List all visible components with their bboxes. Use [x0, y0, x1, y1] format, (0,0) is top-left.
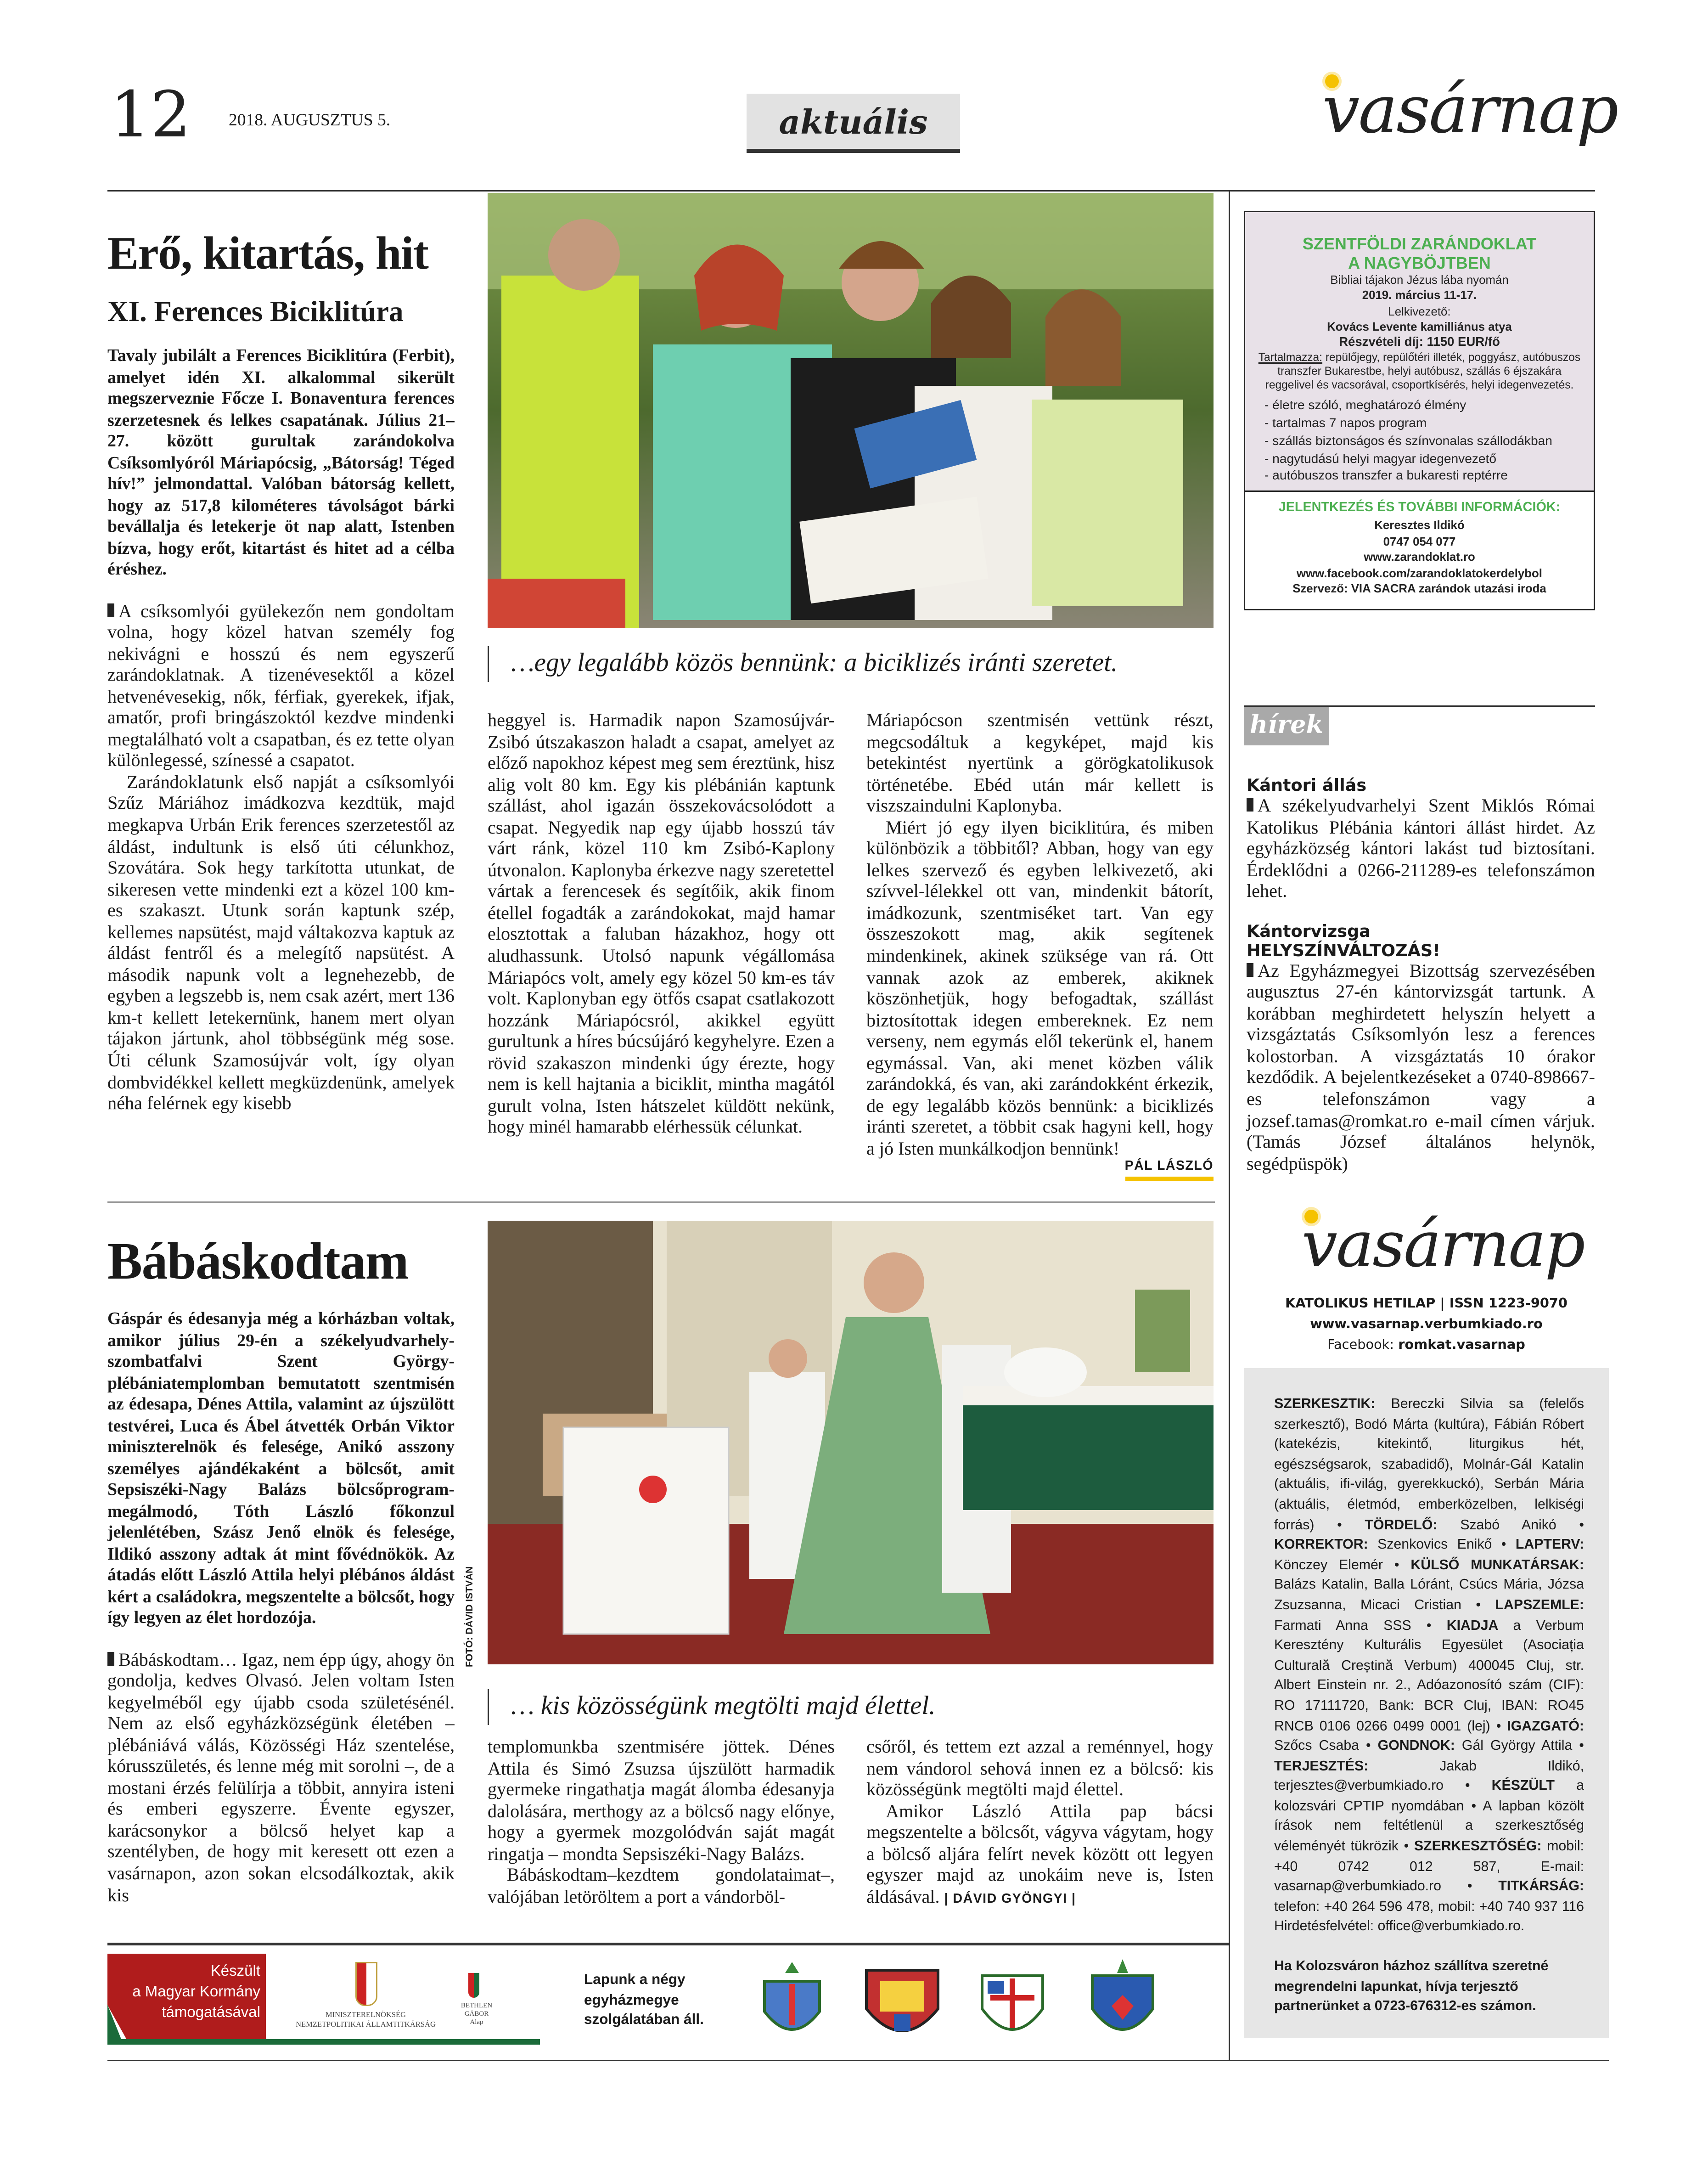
article-lead: Gáspár és édesanyja még a kórházban voltak, amikor július 29-én a székelyudvarhely-szombatfalvi Szent György-plébániatemplomban bemutatott szentmisén az édesapa, Dénes Attila, valamint az újszülött testvérei, Luca és Ábel átvették Orbán Viktor miniszterelnök és felesége, Anikó asszony személyes ajándékaként a bölcsőt, amit Sepsiszéki-Nagy Balázs bölcsőprogram-megálmodó, Tóth László főkonzul jelenlétében, Szász Jenő elnök és felesége, Ildikó asszony adtak át mint fővédnökök. Az átadás előtt László Attila helyi plébános áldást kért a családokra, megszentelte a bölcsőt, hogy így legyen az élet hordozója.	[107, 1309, 455, 1627]
imprint-value: Balázs Katalin, Balla Lóránt, Csúcs Mária, Józsa Zsuzsanna, Micaci Cristian •	[1274, 1578, 1584, 1613]
cyclists-photo	[488, 193, 1214, 628]
website-link[interactable]: www.vasarnap.verbumkiado.ro	[1310, 1317, 1543, 1332]
photo-caption: … kis közösségünk megtölti majd élettel.	[488, 1689, 936, 1725]
news-section-tab: hírek	[1244, 707, 1329, 745]
diocese-coat-of-arms-icon	[764, 1962, 820, 2029]
imprint-text	[1274, 1396, 1584, 1939]
paragraph-marker	[1247, 963, 1253, 976]
imprint-label: TÖRDELŐ:	[1365, 1517, 1461, 1533]
author-byline: PÁL LÁSZLÓ	[1125, 1159, 1214, 1181]
diocese-coat-of-arms-icon	[866, 1970, 938, 2031]
imprint-label: SZERKESZTIK:	[1274, 1397, 1391, 1412]
article-lead: Tavaly jubilált a Ferences Biciklitúra (Ferbit), amelyet idén XI. alkalommal sikerült megszerveznie Főcze I. Bonaventura ferences szerzetesnek és lelkes csapatának. Július 21–27. között gurultak zarándokolva Csíksomlyóról Máriapócsig, „Bátorság! Téged hív!” jelmondattal. Valóban bátorság kellett, hogy az 517,8 kilométeres távolságot bárki bevállalja és letekerje öt nap alatt, Istenben bízva, hogy erőt, kitartást és hitet ad a célba éréshez.	[107, 346, 455, 579]
article-lead-and-column	[107, 346, 455, 1184]
church-cradle-photo	[488, 1221, 1214, 1664]
imprint-value: Szenkovics Enikő •	[1377, 1538, 1516, 1553]
article-subtitle: XI. Ferences Biciklitúra	[107, 295, 404, 328]
imprint-label: KÜLSŐ MUNKATÁRSAK:	[1410, 1558, 1584, 1573]
article-title: Erő, kitartás, hit	[107, 229, 428, 280]
article-column: csőről, és tettem ezt azzal a reménnyel, hogy nem vándorol sehová innen ez a bölcső: kis közösségünk megtölti majd élettel. Amikor László Attila pap bácsi megszentelte a bölcsőt, vágyva vágytam, hogy a bölcső aljára felírt nevek között ott legyen egyszer majd az unokáim neve is, Isten áldásával. | DÁVID GYÖNGYI |	[866, 1736, 1214, 1907]
imprint-value: a kolozsvári CPTIP nyomdában • A lapban közölt írások nem feltétlenül a szerkesztőség véleményét tükrözik •	[1274, 1779, 1584, 1855]
imprint-label: KÉSZÜLT	[1491, 1779, 1577, 1794]
facebook-link[interactable]: romkat.vasarnap	[1398, 1338, 1525, 1353]
imprint-value: Gál György Attila •	[1461, 1739, 1584, 1754]
imprint-label: GONDNOK:	[1377, 1739, 1462, 1754]
imprint-label: SZERKESZTŐSÉG:	[1414, 1839, 1547, 1855]
diocese-coat-of-arms-icon	[982, 1976, 1043, 2029]
imprint-value: Szabó Anikó •	[1460, 1517, 1584, 1533]
imprint-value: Farmati Anna SSS •	[1274, 1618, 1447, 1634]
imprint-value: a Verbum Keresztény Kulturális Egyesület (Asociația Culturală Creștină Verbum) 400045 Cluj, str. Albert Einstein nr. 2., Adóazonosító szám (CIF): RO 17111720, Bank: BCR Cluj, IBAN: RO45 RNCB 0106 0266 0499 0001 (lej) •	[1274, 1618, 1584, 1734]
article-column: A csíksomlyói gyülekezőn nem gondoltam volna, hogy közel hatvan személy fog nekivágni e hosszú és nem egyszerű zarándoklatnak. A tizenévesektől a közel hetvenévesekig, nők, férfiak, gyerekek, ifjak, amatőr, profi bringászoktól kezdve mindenki megtalálható volt a csapatban, és ez tette olyan különlegessé, színessé a csapatot. Zarándoklatunk első napját a csíksomlyói Szűz Máriához imádkozva kezdtük, majd megkapva Urbán Erik ferences szerzetestől az áldást, indultunk is első úti célunkhoz, Szovátára. Sok hegy tarkította utunkat, de sikeresen vette mindenki ezt a közel 100 km-es szakaszt. Utunk során kaptunk szép, kellemes napsütést, majd váltakozva kaptuk az áldást fentről és a melegítő napsütést. A második napunk volt a legnehezebb, de egyben a legszebb is, nem csak azért, mert 136 km-t kellett letekernünk, hanem mert olyan tájakon jártunk, ahol többségünk még sose. Úti célunk Szamosújvár volt, így olyan dombvidékkel kellett megküzdenünk, amelyek néha felérnek egy kisebb	[107, 600, 455, 1114]
photo-caption: …egy legalább közös bennünk: a biciklizés iránti szeretet.	[488, 646, 1118, 682]
imprint-value: Bereczki Silvia sa (felelős szerkesztő), Bodó Márta (kultúra), Fábián Róbert (katekézis, kitekintő, liturgikus hét, egészségsarok, szabadidő), Molnár-Gál Katalin (aktuális, ifi-világ, gyerekkuckó), Serbán Mária (aktuális, életmód, emberközelben, lelkiségi forrás) •	[1274, 1397, 1584, 1533]
delivery-note: Ha Kolozsváron házhoz szállítva szeretné megrendelni lapunkat, hívja terjesztő partnerünket a 0723-676312-es számon.	[1274, 1959, 1549, 2015]
pilgrimage-advertisement: SZENTFÖLDI ZARÁNDOKLAT A NAGYBÖJTBEN Bibliai tájakon Jézus lába nyomán 2019. március 11-17. Lelkivezető: Kovács Levente kamilliánus atya Részvételi díj: 1150 EUR/fő Tartalmazza: repülőjegy, repülőtéri illeték, poggyász, autóbuszos transzfer Bukarestbe, helyi autóbusz, szállás 6 éjszakára reggelivel és vacsorával, csoportkísérés, helyi idegenvezetés. - életre szóló, meghatározó élmény - tartalmas 7 napos program - szállás biztonságos és színvonalas szállodákban - nagytudású helyi magyar idegenvezető - autóbuszos transzfer a bukaresti reptérre JELENTKEZÉS ÉS TOVÁBBI INFORMÁCIÓK: Keresztes Ildikó 0747 054 077 www.zarandoklat.ro www.facebook.com/zarandoklatokerdelybol Szervező: VIA SACRA zarándok utazási iroda	[1244, 211, 1595, 610]
article-column: templomunkba szentmisére jöttek. Dénes Attila és Simó Zsuzsa újszülött harmadik gyermeke ringathatja magát álomba édesanyja dalolására, merthogy az a bölcső nagy előnye, hogy a gyermek mozgolódván saját magát ringatja – mondta Sepsiszéki-Nagy Balázs. Bábáskodtam–kezdtem gondolataimat–, valójában letöröltem a port a vándorböl-	[488, 1736, 835, 1907]
government-support-banner: Készült a Magyar Kormány támogatásával MINISZTERELNÖKSÉG NEMZETPOLITIKAI ÁLLAMTITKÁRSÁG BETHLEN GÁBOR Alap	[107, 1954, 540, 2046]
imprint-label: KORREKTOR:	[1274, 1538, 1378, 1553]
divider	[107, 190, 1595, 192]
logo: vasárnap	[1322, 72, 1618, 149]
masthead-logo: vasárnap	[1302, 1207, 1584, 1281]
divider	[107, 1201, 1215, 1203]
article-column: heggyel is. Harmadik napon Szamosújvár-Zsibó útszakaszon haladt a csapat, amelyet az előző napokhoz képest meg sem éreztünk, hisz alig volt 80 km. Egy kis plébánián kaptunk szállást, ahol igazán összekovácsolódott a csapat. Negyedik nap egy újabb hosszú táv várt ránk, közel 110 km Zsibó-Kaplony útvonalon. Kaplonyba érkezve nagy szeretettel vártak a ferencesek és segítőik, akik finom étellel fogadták a zarándokokat, majd hamar elosztottak a faluban házakhoz, hogy ott aludhassunk. Utolsó napunk végállomása Máriapócs volt, amely egy közel 50 km-es táv volt. Kaplonyban egy ötfős csapat csatlakozott hozzánk Máriapócsról, akikkel együtt gurultunk a híres búcsújáró kegyhelyre. Ezen a rövid szakaszon mindenki úgy érezte, hogy nem is kell hajtania a biciklit, mintha magától gurult volna, Isten hátszelet küldött nekünk, hogy minél hamarabb elérhessük célunkat.	[488, 710, 835, 1138]
feature-list: - életre szóló, meghatározó élmény - tartalmas 7 napos program - szállás biztonságos és színvonalas szállodákban - nagytudású helyi magyar idegenvezető - autóbuszos transzfer a bukaresti reptérre	[1264, 397, 1552, 483]
photo-credit: FOTÓ: DÁVID ISTVÁN	[466, 1566, 475, 1667]
imprint-value: Könczey Elemér •	[1274, 1558, 1411, 1573]
imprint-label: IGAZGATÓ:	[1507, 1719, 1584, 1734]
imprint-box	[1244, 1368, 1609, 2037]
page-number: 12	[110, 77, 191, 152]
diocese-coats-of-arms	[751, 1954, 1191, 2053]
section-label: aktuális	[747, 94, 960, 153]
imprint-value: Szőcs Csaba •	[1274, 1739, 1378, 1754]
imprint-label: LAPTERV:	[1515, 1538, 1584, 1553]
news-item: Kántorvizsga HELYSZÍNVÁLTOZÁS! Az Egyházmegyei Bizottság szervezésében augusztus 27-én kántorvizsgát tartunk. A korábban meghirdetett helyszín helyett a vizsgáztatás Csíksomlyón lesz a ferences kolostorban. A vizsgáztatás 10 órakor kezdődik. A bejelentkezéseket a 0740-898667-es telefonszámon vagy a jozsef.tamas@romkat.ro e-mail címen várjuk. (Tamás József általános helynök, segédpüspök)	[1247, 921, 1595, 1173]
paragraph-marker	[1247, 798, 1253, 812]
divider	[1229, 190, 1230, 2060]
imprint-label: LAPSZEMLE:	[1495, 1598, 1584, 1613]
news-item: Kántori állás A székelyudvarhelyi Szent Miklós Római Katolikus Plébánia kántori állást hirdet. Az egyházközség kántori lakást tud biztosítani. Érdeklődni a 0266-211289-es telefonszámon lehet.	[1247, 776, 1595, 902]
article-title: Bábáskodtam	[107, 1233, 409, 1291]
website-link[interactable]: www.zarandoklat.ro	[1364, 550, 1475, 564]
diocese-coat-of-arms-icon	[1092, 1959, 1153, 2029]
imprint-label: TERJESZTÉS:	[1274, 1759, 1440, 1775]
imprint-value: Jakab Ildikó, terjesztes@verbumkiado.ro •	[1274, 1759, 1584, 1794]
bethlen-fund-emblem-icon	[468, 1973, 479, 1998]
paragraph-marker	[107, 603, 114, 617]
imprint-value: telefon: +40 264 596 478, mobil: +40 740 937 116 Hirdetésfelvétel: office@verbumkiado.ro.	[1274, 1899, 1584, 1935]
masthead-info: KATOLIKUS HETILAP | ISSN 1223-9070 www.vasarnap.verbumkiado.ro Facebook: romkat.vasarnap	[1244, 1294, 1609, 1356]
article-column: Bábáskodtam… Igaz, nem épp úgy, ahogy ön gondolja, kedves Olvasó. Jelen voltam Isten kegyelméből egy újabb csoda születésénél. Nem az első egyházközségünk életében – plébániává válás, Közösségi Ház szentelése, kórusszületés, és lenne még mit sorolni –, de a mostani érzés felülírja a többit, annyira isteni és emberi egyszerre. Évente egyszer, karácsonykor a bölcső helyet kap a szentélyben, de hogy mit keresett ott ezen a vasárnapon, azon sokan elcsodálkoztak, akik kis	[107, 1648, 455, 1905]
divider	[107, 1943, 1229, 1945]
imprint-value: mobil: +40 0742 012 587, E-mail: vasarnap@verbumkiado.ro •	[1274, 1839, 1584, 1895]
news-list	[1247, 776, 1595, 1194]
author-byline: | DÁVID GYÖNGYI |	[944, 1891, 1076, 1907]
article-lead-and-column	[107, 1309, 455, 1928]
issue-date: 2018. AUGUSZTUS 5.	[229, 110, 391, 130]
divider	[107, 2060, 1609, 2061]
imprint-label: TITKÁRSÁG:	[1498, 1879, 1584, 1895]
tagline: Lapunk a négy egyházmegye szolgálatában áll.	[584, 1972, 704, 2028]
imprint-label: KIADJA	[1446, 1618, 1513, 1634]
article-column: Máriapócson szentmisén vettünk részt, megcsodáltuk a kegyképet, majd kis betekintést nyertünk a görögkatolikusok történetébe. Ebéd után már kellett is viszszaindulni Kaplonyba. Miért jó egy ilyen biciklitúra, és miben különbözik a többitől? Abban, hogy van egy lelkes szervező és egyben lelkivezető, aki szívvel-lélekkel ott van, mindenkit bátorít, imádkozunk, szentmiséket tart. Van egy összeszokott mag, akik segítenek mindenkinek, akinek szüksége van rá. Ott vannak azok az emberek, akiknek köszönhetjük, hogy befogadtak, szállást biztosítottak idegen embereknek. Ez nem verseny, nem egymás elől tekerünk el, hanem egymással. Van, aki menet közben válik zarándokká, és van, aki zarándokként érkezik, de egy legalább közös bennünk: a biciklizés iránti szeretet, a többit csak hagyni kell, hogy a jó Isten munkálkodjon bennünk! PÁL LÁSZLÓ	[866, 710, 1214, 1195]
facebook-link[interactable]: www.facebook.com/zarandoklatokerdelybol	[1297, 565, 1542, 580]
hungarian-coat-of-arms-icon	[355, 1962, 377, 2006]
paragraph-marker	[107, 1651, 114, 1665]
